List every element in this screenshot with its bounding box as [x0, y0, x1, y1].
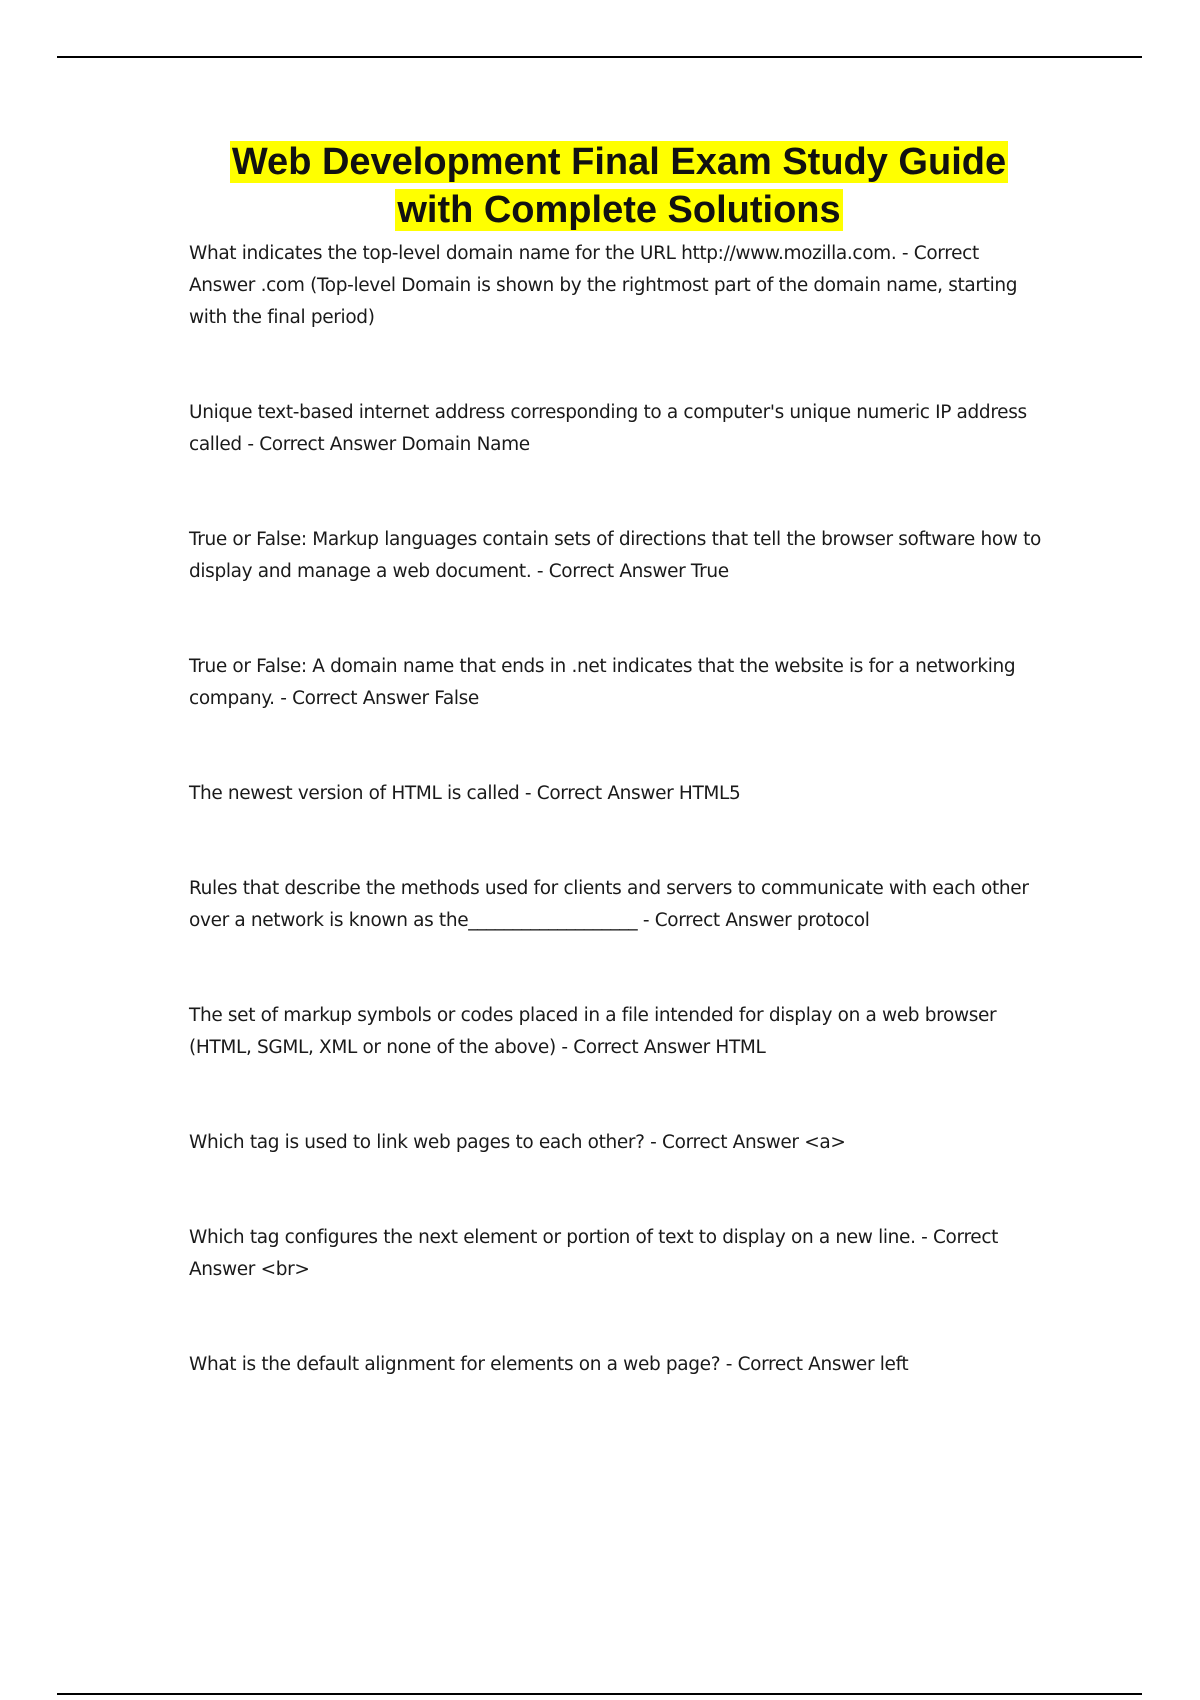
document-title-highlight: Web Development Final Exam Study Guide with Complete Solutions	[231, 141, 1007, 231]
document-body	[189, 138, 1049, 1444]
header-rule	[57, 56, 1142, 58]
question-item: Rules that describe the methods used for clients and servers to communicate with each other over a network is known as the___________________ - Correct Answer protocol	[189, 878, 1029, 931]
document-title	[189, 138, 1049, 234]
question-list	[189, 238, 1049, 1381]
question-item: The newest version of HTML is called - Correct Answer HTML5	[189, 783, 741, 804]
question-item: Which tag is used to link web pages to each other? - Correct Answer <a>	[189, 1132, 846, 1153]
question-item: What is the default alignment for elements on a web page? - Correct Answer left	[189, 1354, 909, 1375]
question-item: The set of markup symbols or codes placed in a file intended for display on a web browser (HTML, SGML, XML or none of the above) - Correct Answer HTML	[189, 1005, 997, 1058]
question-item: Which tag configures the next element or portion of text to display on a new line. - Correct Answer <br>	[189, 1227, 999, 1280]
footer-rule	[57, 1693, 1142, 1695]
question-item: Unique text-based internet address corresponding to a computer's unique numeric IP address called - Correct Answer Domain Name	[189, 402, 1027, 455]
question-item: True or False: A domain name that ends in .net indicates that the website is for a networking company. - Correct Answer False	[189, 656, 1016, 709]
question-item: What indicates the top-level domain name for the URL http://www.mozilla.com. - Correct Answer .com (Top-level Domain is shown by the rightmost part of the domain name, starting with the final period)	[189, 243, 1018, 328]
question-item: True or False: Markup languages contain sets of directions that tell the browser software how to display and manage a web document. - Correct Answer True	[189, 529, 1041, 582]
